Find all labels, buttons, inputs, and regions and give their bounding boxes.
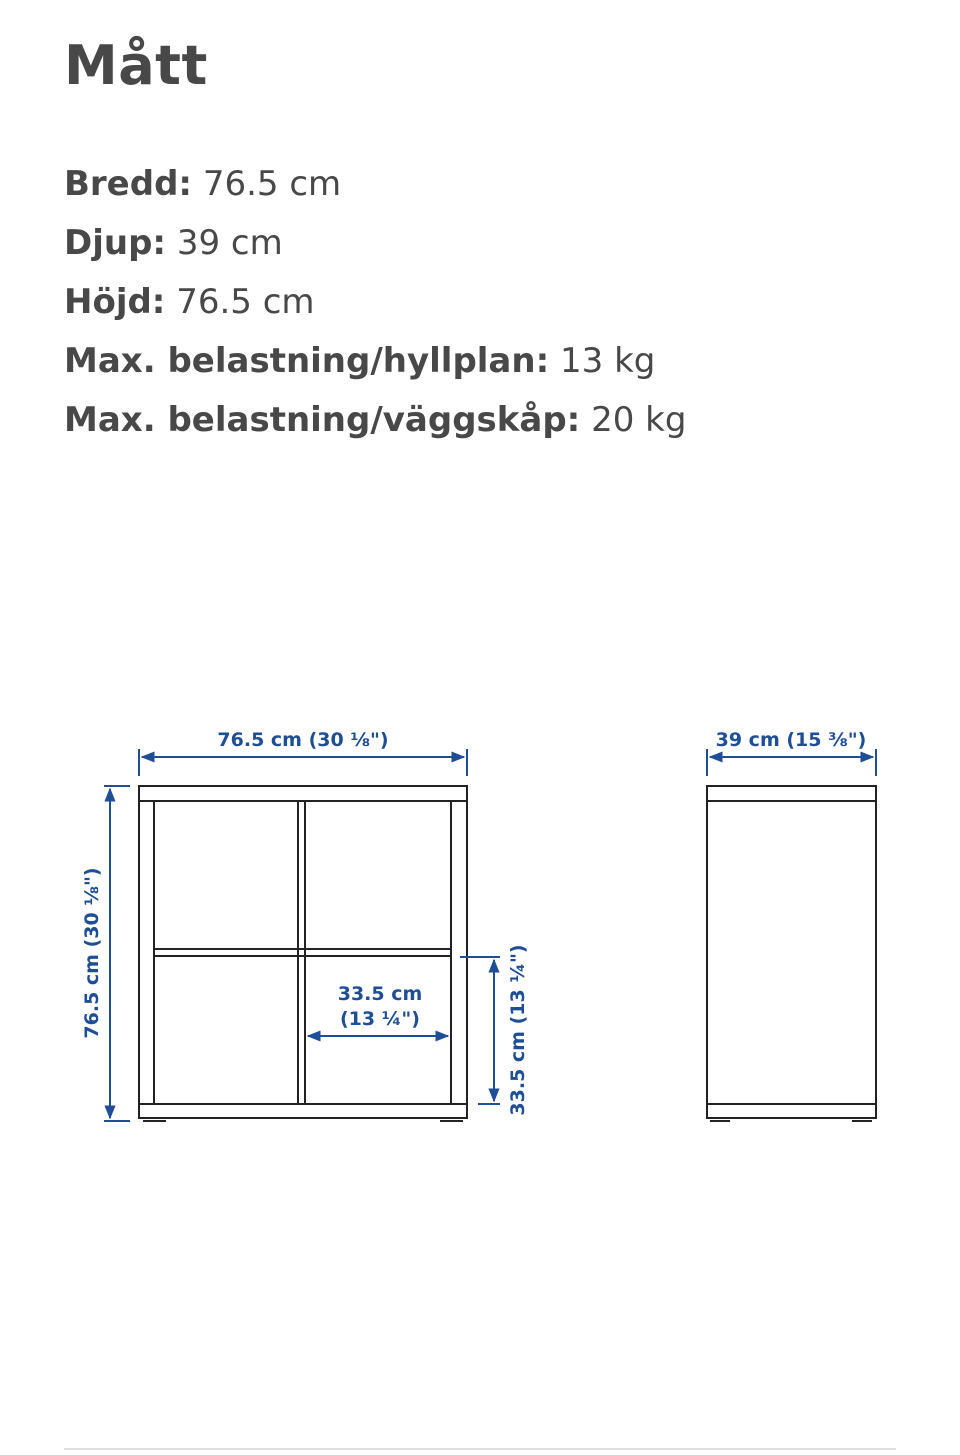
spec-value: 20 kg [591,400,687,440]
spec-value: 39 cm [176,223,283,263]
spec-label: Höjd: [64,282,166,322]
spec-value: 13 kg [560,341,656,381]
spec-max-load-wall-cabinet [64,394,686,453]
side-depth-dimension [707,749,876,776]
spec-label: Djup: [64,223,167,263]
front-width-label: 76.5 cm (30 ⅛") [217,729,389,751]
compartment-width-label-cm: 33.5 cm [337,983,423,1005]
compartment-width-label-in: (13 ¼") [340,1008,420,1030]
dimension-specs-list [64,158,686,453]
spec-label: Max. belastning/hyllplan: [64,341,550,381]
page-title: Mått [64,34,208,97]
spec-value: 76.5 cm [176,282,315,322]
front-view-shelf [139,786,467,1121]
side-depth-label: 39 cm (15 ⅜") [715,729,867,751]
dimension-drawing [0,700,960,1160]
section-divider [64,1448,896,1450]
side-view-shelf [707,786,876,1121]
front-height-dimension [104,786,130,1121]
front-height-label: 76.5 cm (30 ⅛") [81,867,103,1039]
spec-width [64,158,686,217]
spec-label: Bredd: [64,164,193,204]
spec-label: Max. belastning/väggskåp: [64,400,581,440]
spec-value: 76.5 cm [202,164,342,204]
spec-depth [64,217,686,276]
spec-max-load-shelf [64,335,686,394]
spec-height [64,276,686,335]
front-width-dimension [139,749,467,776]
compartment-height-label: 33.5 cm (13 ¼") [507,944,529,1116]
